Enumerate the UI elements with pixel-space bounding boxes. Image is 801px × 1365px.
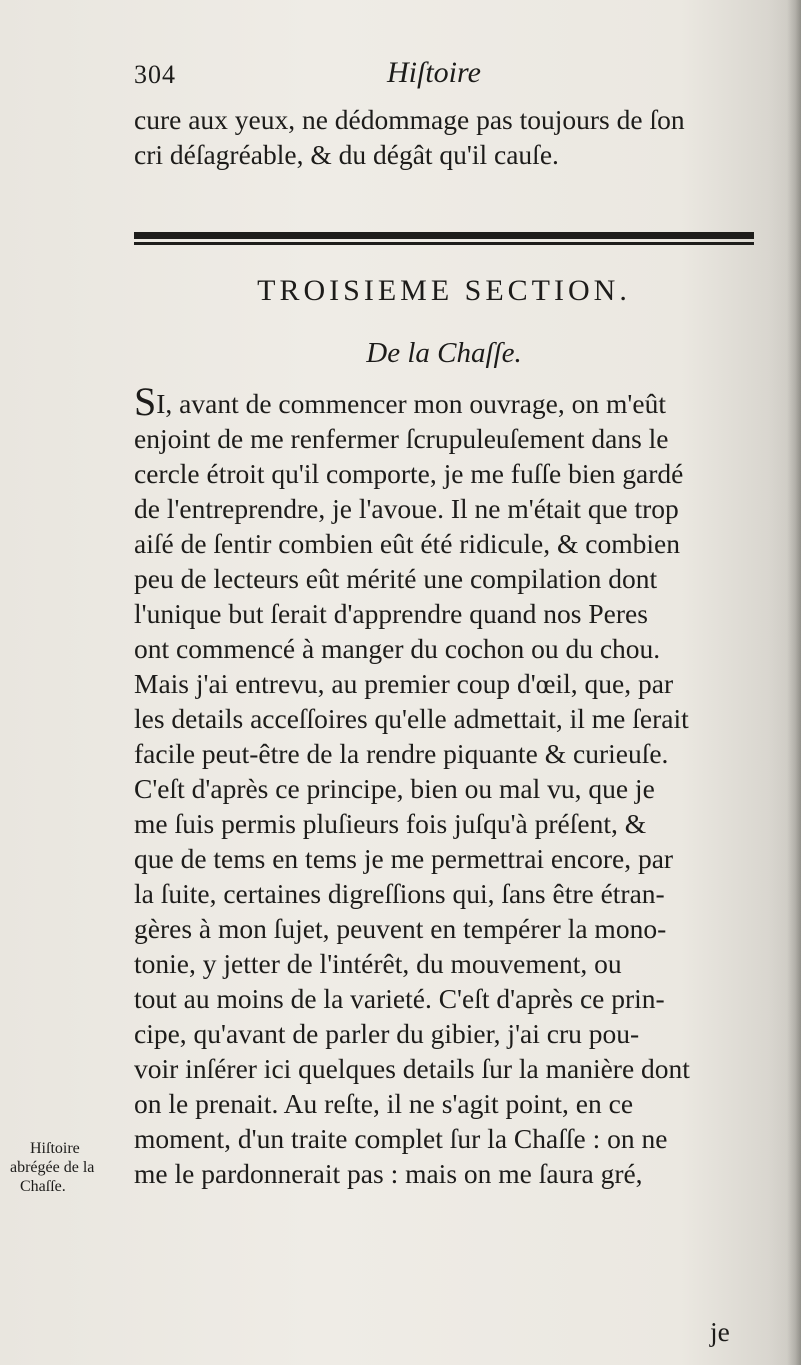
margin-note	[10, 1139, 130, 1196]
divider-thick-rule	[134, 232, 754, 239]
text-line: me ſuis permis pluſieurs fois juſqu'à préſent, &	[134, 808, 647, 839]
section-divider	[134, 232, 754, 252]
section-title: TROISIEME SECTION.	[257, 274, 631, 307]
text-line: la ſuite, certaines digreſſions qui, ſans être étran-	[134, 878, 665, 909]
text-line: C'eſt d'après ce principe, bien ou mal vu, que je	[134, 773, 655, 804]
text-line: l'unique but ſerait d'apprendre quand nos Peres	[134, 598, 648, 629]
text-line: les details acceſſoires qu'elle admettait, il me ſerait	[134, 703, 689, 734]
lead-paragraph	[134, 102, 762, 172]
text-line: cercle étroit qu'il comporte, je me fuſſe bien gardé	[134, 458, 684, 489]
text-line: moment, d'un traite complet ſur la Chaſſe : on ne	[134, 1123, 668, 1154]
page-edge-shadow	[787, 0, 801, 1365]
divider-thin-rule	[134, 242, 754, 245]
text-line: ont commencé à manger du cochon ou du chou.	[134, 633, 661, 664]
text-line: de l'entreprendre, je l'avoue. Il ne m'était que trop	[134, 493, 679, 524]
body-paragraph	[134, 386, 762, 1191]
text-line: tout au moins de la varieté. C'eſt d'après ce prin-	[134, 983, 665, 1014]
text-line: tonie, y jetter de l'intérêt, du mouvement, ou	[134, 948, 622, 979]
catchword: je	[710, 1316, 730, 1347]
text-line: cri déſagréable, & du dégât qu'il cauſe.	[134, 139, 559, 170]
text-line: facile peut-être de la rendre piquante & curieuſe.	[134, 738, 669, 769]
section-subtitle: De la Chaſſe.	[366, 337, 522, 369]
page-number: 304	[134, 60, 176, 89]
drop-cap: S	[134, 386, 157, 421]
text-line: cipe, qu'avant de parler du gibier, j'ai cru pou-	[134, 1018, 640, 1049]
text-line: Mais j'ai entrevu, au premier coup d'œil, que, par	[134, 668, 674, 699]
text-line: enjoint de me renfermer ſcrupuleuſement dans le	[134, 423, 669, 454]
text-line: peu de lecteurs eût mérité une compilation dont	[134, 563, 658, 594]
running-head	[134, 56, 754, 96]
text-line: cure aux yeux, ne dédommage pas toujours de ſon	[134, 104, 685, 135]
text-line: on le prenait. Au reſte, il ne s'agit point, en ce	[134, 1088, 634, 1119]
margin-note-line: Hiſtoire	[30, 1140, 80, 1157]
first-line-text: I, avant de commencer mon ouvrage, on m'eût	[156, 388, 666, 419]
text-line: que de tems en tems je me permettrai encore, par	[134, 843, 674, 874]
text-line: aiſé de ſentir combien eût été ridicule, & combien	[134, 528, 680, 559]
text-line: voir inſérer ici quelques details ſur la manière dont	[134, 1053, 690, 1084]
running-title: Hiſtoire	[387, 56, 481, 89]
margin-note-line: abrégée de la	[10, 1159, 95, 1176]
text-line-first	[134, 386, 762, 421]
margin-note-line: Chaſſe.	[20, 1178, 66, 1195]
text-line: me le pardonnerait pas : mais on me ſaura gré,	[134, 1158, 643, 1189]
text-line: gères à mon ſujet, peuvent en tempérer la mono-	[134, 913, 667, 944]
